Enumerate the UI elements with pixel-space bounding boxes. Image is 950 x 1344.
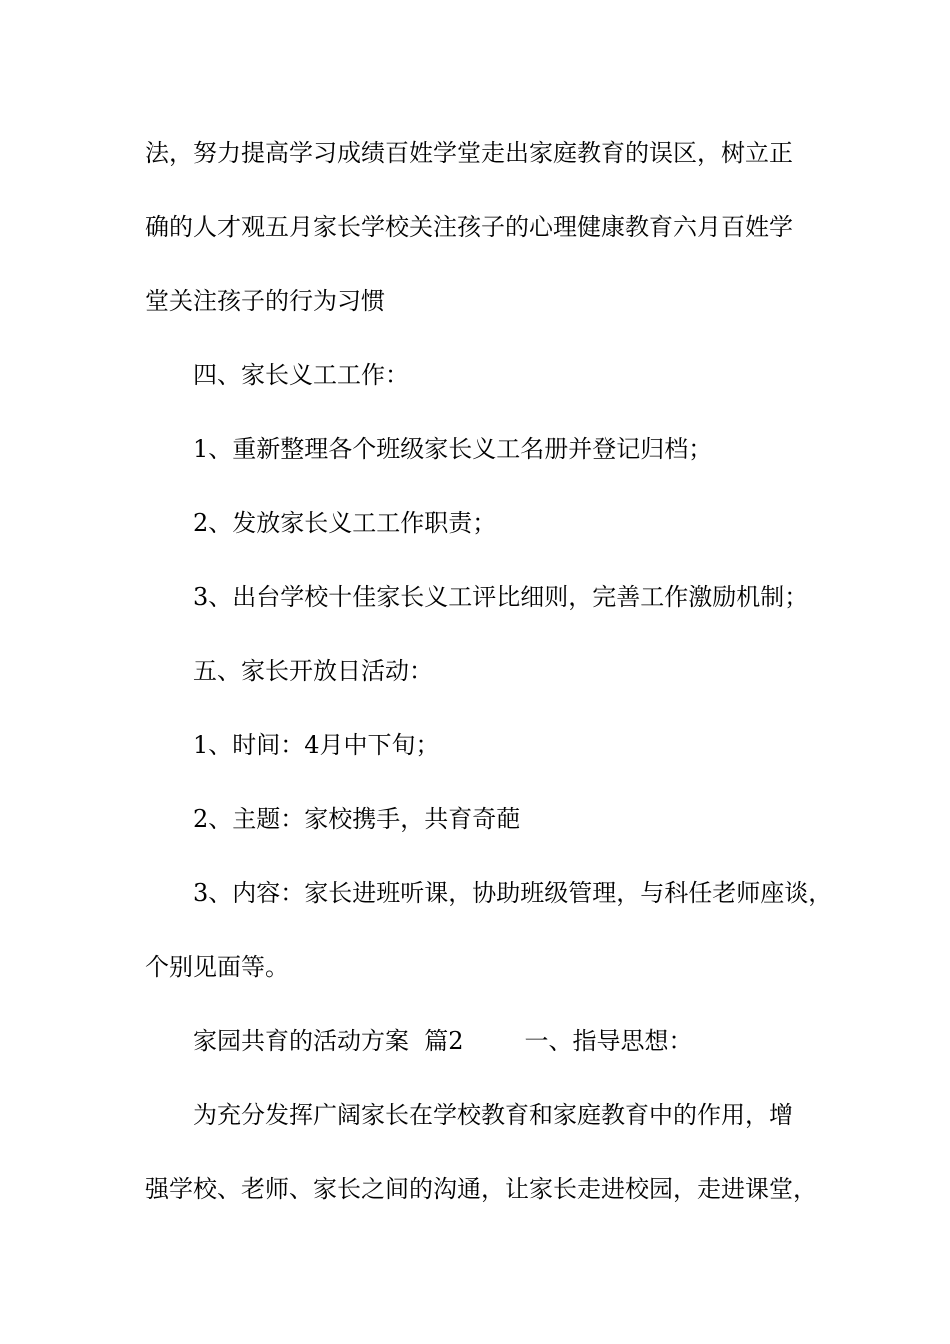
text-line: 确的人才观五月家长学校关注孩子的心理健康教育六月百姓学 [145, 213, 793, 241]
list-item: 1、重新整理各个班级家长义工名册并登记归档； [193, 435, 713, 463]
list-item: 2、发放家长义工工作职责； [193, 509, 497, 537]
text-line: 个别见面等。 [145, 953, 289, 981]
text-line: 为充分发挥广阔家长在学校教育和家庭教育中的作用，增 [193, 1101, 793, 1129]
text-line: 堂关注孩子的行为习惯 [145, 287, 385, 315]
list-item: 2、主题：家校携手，共育奇葩 [193, 805, 521, 833]
section-heading: 五、家长开放日活动： [193, 657, 433, 685]
section-heading: 家园共育的活动方案 篇2 一、指导思想： [193, 1027, 693, 1055]
section-heading: 四、家长义工工作： [193, 361, 409, 389]
list-item: 3、出台学校十佳家长义工评比细则，完善工作激励机制； [193, 583, 809, 611]
list-item: 1、时间：4月中下旬； [193, 731, 440, 759]
list-item: 3、内容：家长进班听课，协助班级管理，与科任老师座谈， [193, 879, 833, 907]
text-line: 法，努力提高学习成绩百姓学堂走出家庭教育的误区，树立正 [145, 139, 793, 167]
text-line: 强学校、老师、家长之间的沟通，让家长走进校园，走进课堂， [145, 1175, 817, 1203]
